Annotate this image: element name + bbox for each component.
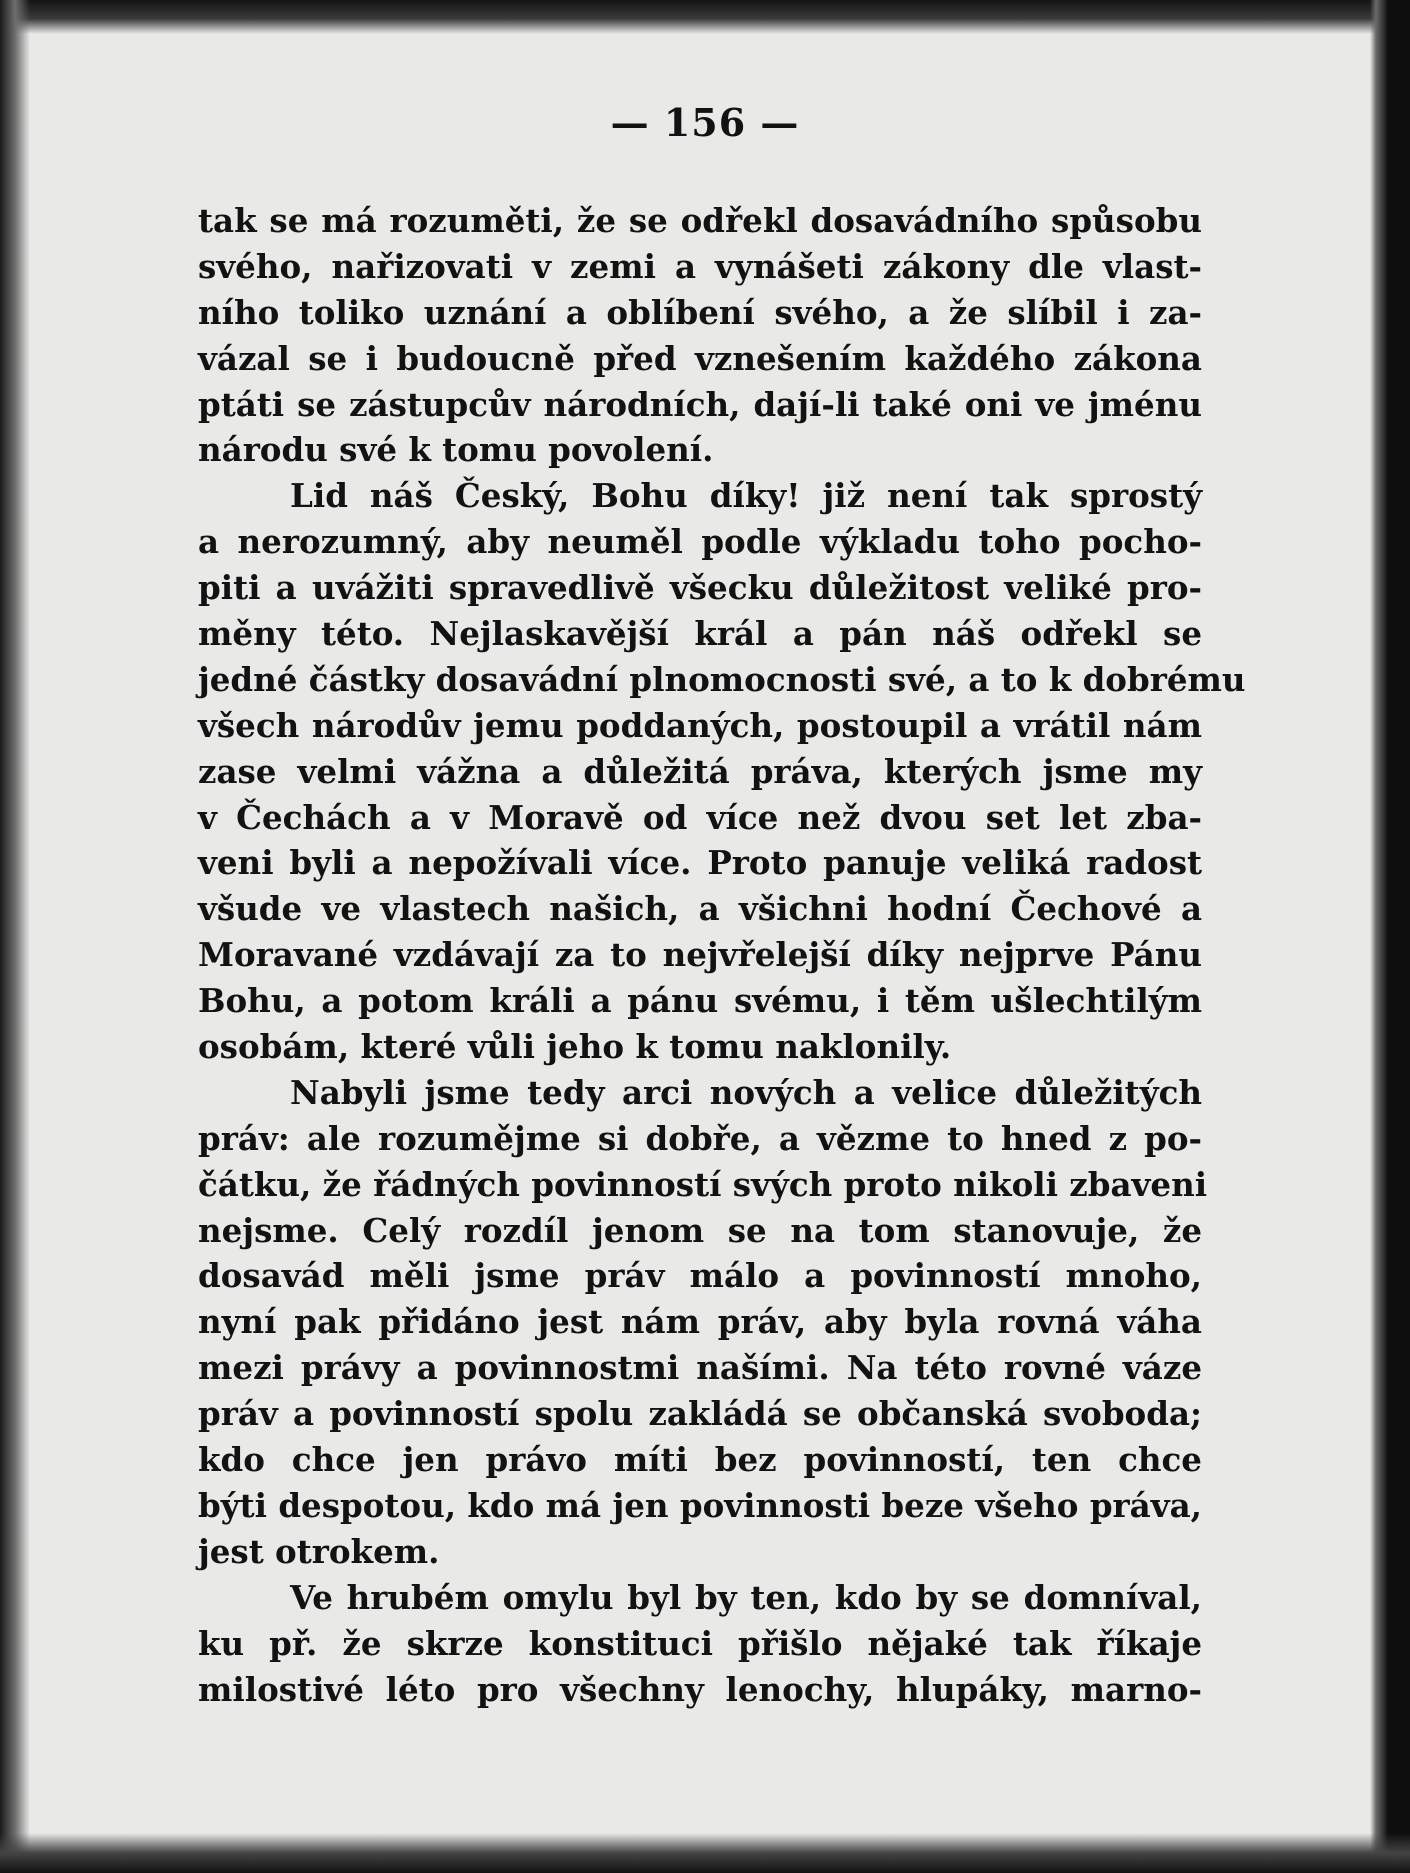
text-line: Bohu, a potom králi a pánu svému, i těm ušlechtilým [198, 981, 1202, 1021]
body-text [198, 198, 1246, 1712]
text-line: jedné částky dosavádní plnomocnosti své, a to k dobrému [198, 659, 1246, 699]
text-line: Lid náš Český, Bohu díky! již není tak sprostý [290, 476, 1202, 516]
text-line: vázal se i budoucně před vznešením každého zákona [198, 338, 1202, 378]
text-line: Ve hrubém omylu byl by ten, kdo by se domníval, [290, 1577, 1202, 1617]
text-line: všech národův jemu poddaných, postoupil a vrátil nám [198, 705, 1202, 745]
text-line: piti a uvážiti spravedlivě všecku důležitost veliké pro- [198, 568, 1202, 608]
text-line: Nabyli jsme tedy arci nových a velice důležitých [290, 1072, 1202, 1112]
text-line: býti despotou, kdo má jen povinnosti beze všeho práva, [198, 1485, 1202, 1525]
text-line: svého, nařizovati v zemi a vynášeti zákony dle vlast- [198, 246, 1202, 286]
text-line: všude ve vlastech našich, a všichni hodní Čechové a [198, 889, 1202, 929]
scan-border-top [0, 0, 1410, 34]
text-line: nyní pak přidáno jest nám práv, aby byla rovná váha [198, 1302, 1202, 1342]
text-line: ptáti se zástupcův národních, dají-li také oni ve jménu [198, 384, 1202, 424]
text-line: tak se má rozuměti, že se odřekl dosavádního spůsobu [198, 201, 1202, 240]
text-line: mezi právy a povinnostmi našími. Na této rovné váze [198, 1348, 1202, 1388]
text-line: čátku, že řádných povinností svých proto nikoli zbaveni [198, 1164, 1208, 1204]
text-line: v Čechách a v Moravě od více než dvou set let zba- [198, 797, 1202, 837]
text-line: jest otrokem. [198, 1531, 440, 1571]
text-line: ku př. že skrze konstituci přišlo nějaké tak říkaje [198, 1623, 1202, 1663]
text-line: ního toliko uznání a oblíbení svého, a že slíbil i za- [198, 292, 1202, 332]
page-number: — 156 — [610, 100, 800, 145]
text-line: měny této. Nejlaskavější král a pán náš odřekl se [198, 614, 1202, 654]
text-line: zase velmi vážna a důležitá práva, kterých jsme my [198, 751, 1202, 791]
text-line: Moravané vzdávají za to nejvřelejší díky nejprve Pánu [198, 935, 1202, 975]
text-line: osobám, které vůli jeho k tomu naklonily. [198, 1027, 952, 1067]
text-line: dosavád měli jsme práv málo a povinností mnoho, [198, 1256, 1202, 1296]
text-line: práv a povinností spolu zakládá se občanská svoboda; [198, 1394, 1202, 1434]
text-line: milostivé léto pro všechny lenochy, hlupáky, marno- [198, 1669, 1202, 1709]
text-line: a nerozumný, aby neuměl podle výkladu toho pocho- [198, 522, 1202, 562]
scan-border-left [0, 0, 30, 1873]
scan-border-bottom [0, 1833, 1410, 1873]
scan-border-right [1370, 0, 1410, 1873]
text-line: práv: ale rozumějme si dobře, a vězme to hned z po- [198, 1118, 1202, 1158]
text-line: kdo chce jen právo míti bez povinností, ten chce [198, 1440, 1202, 1480]
text-line: veni byli a nepožívali více. Proto panuje veliká radost [198, 843, 1202, 883]
text-line: nejsme. Celý rozdíl jenom se na tom stanovuje, že [198, 1210, 1202, 1250]
text-line: národu své k tomu povolení. [198, 430, 714, 470]
